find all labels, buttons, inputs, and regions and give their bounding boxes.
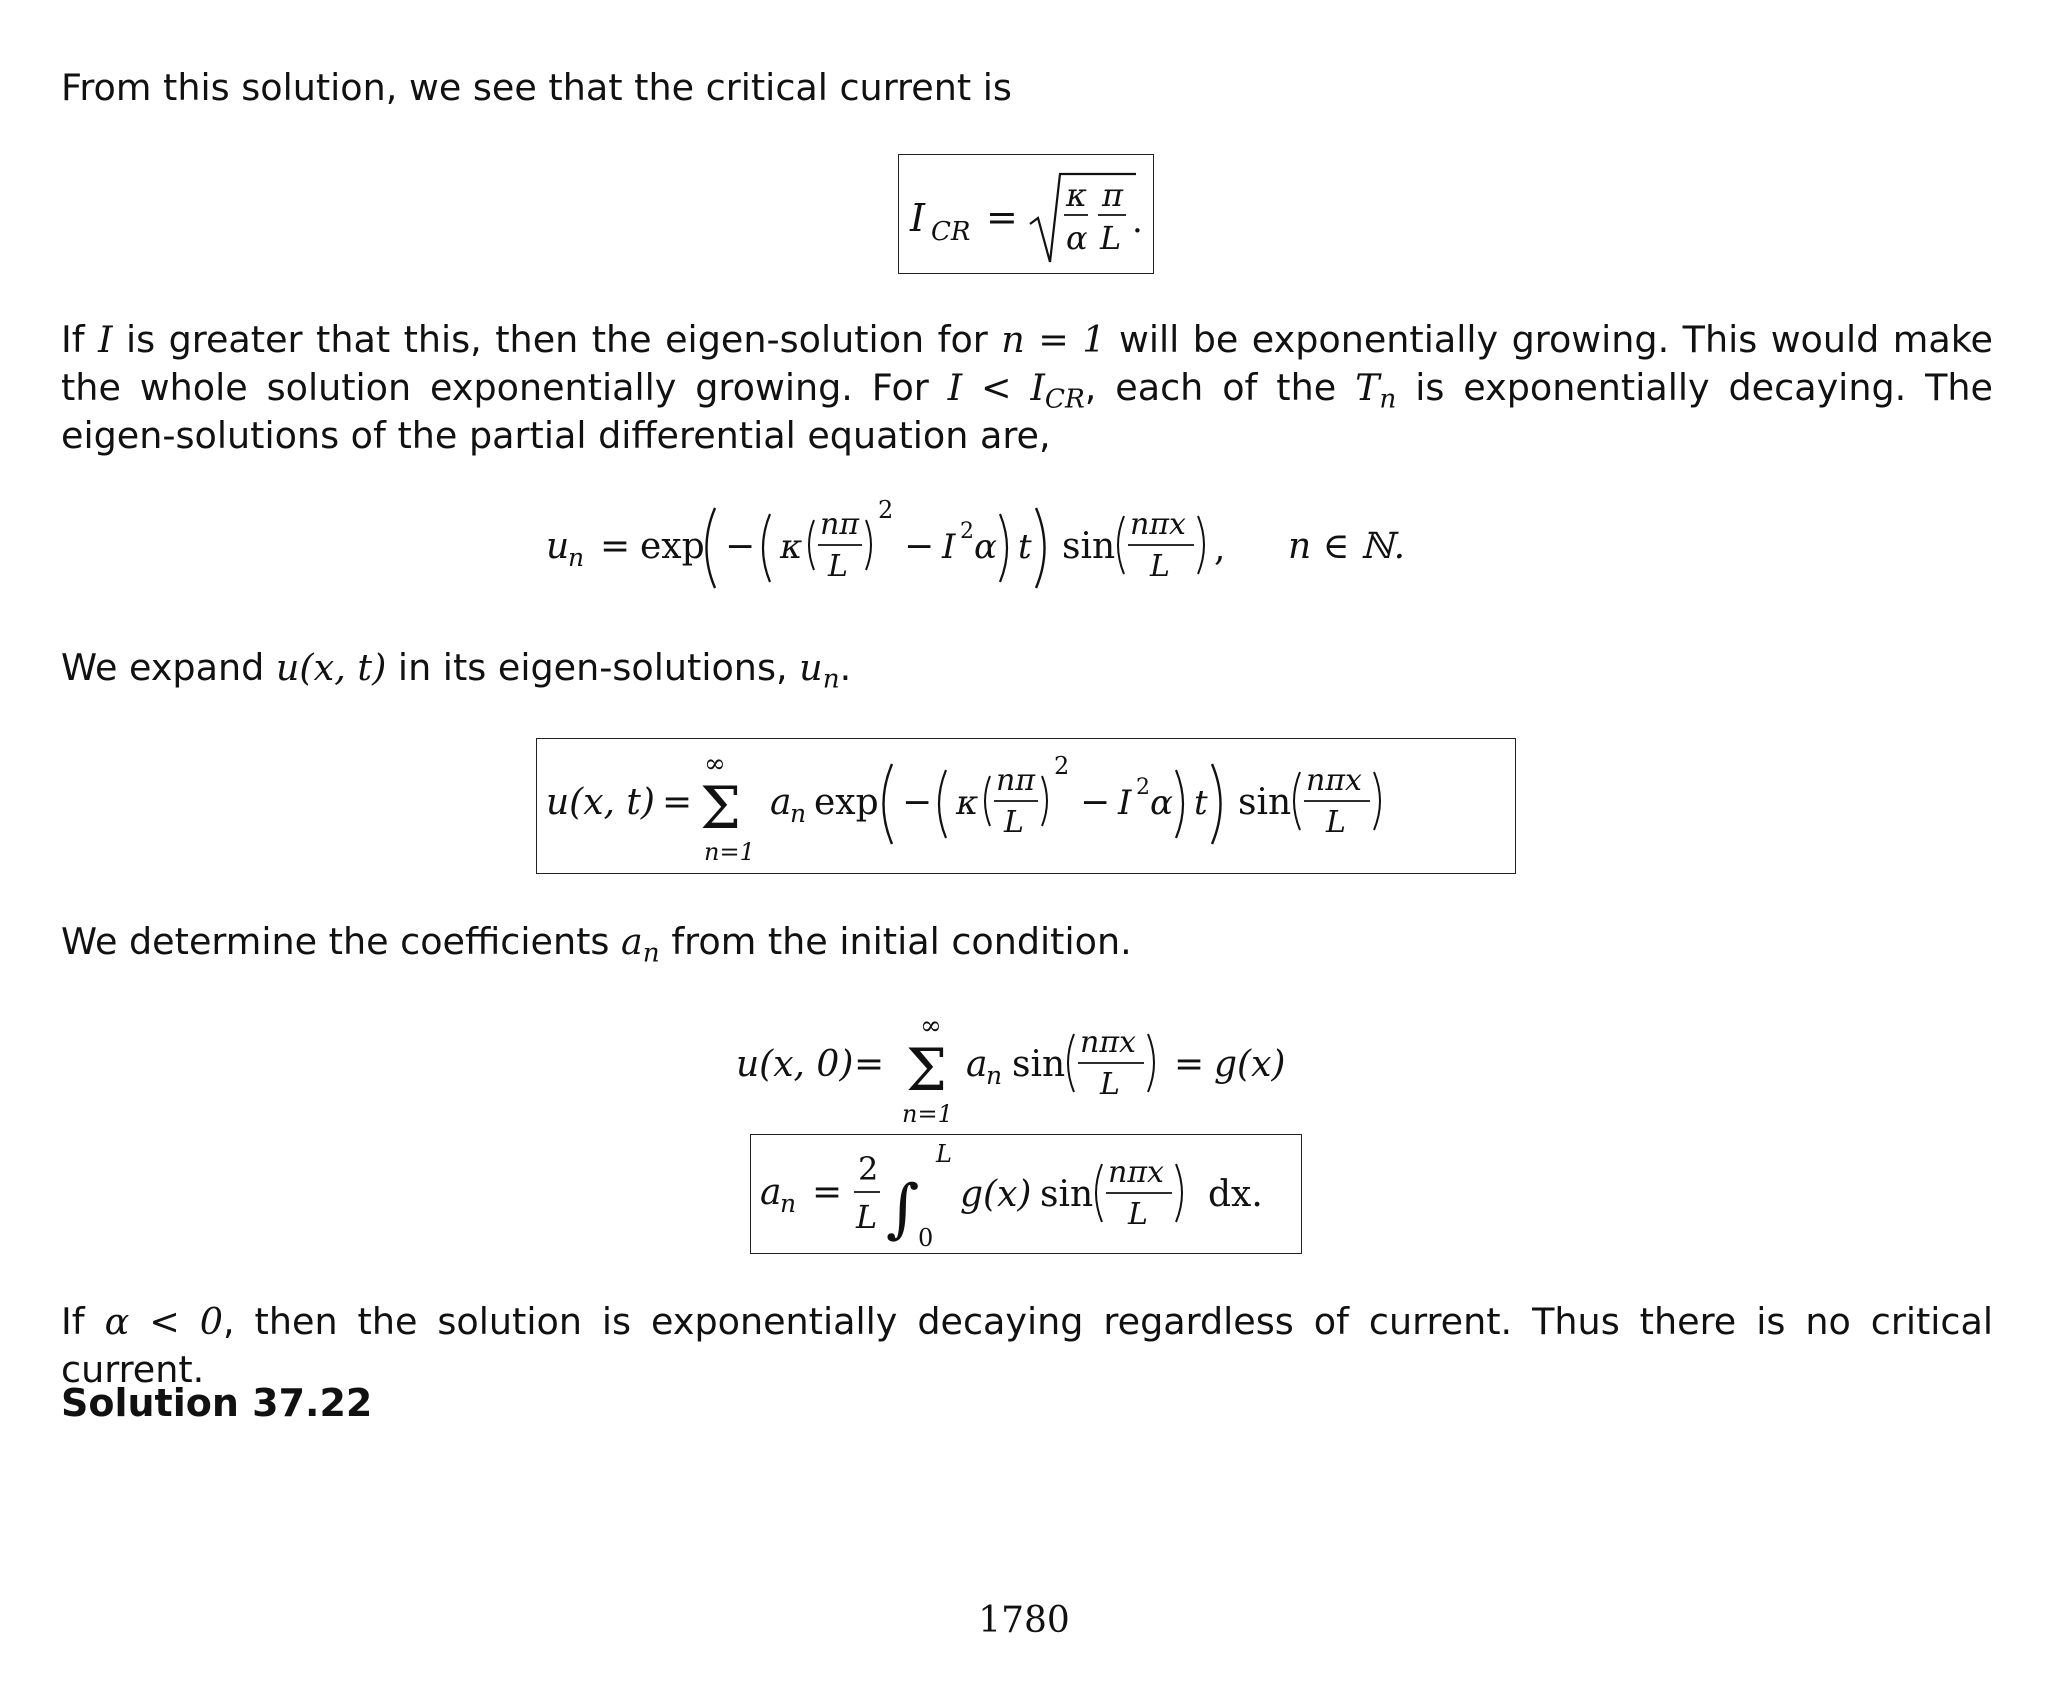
equation-initial-condition xyxy=(730,1000,1350,1130)
eq5-a: a xyxy=(760,1172,782,1213)
eq2-paren-open-1 xyxy=(707,508,716,588)
eq4-sum-upper: ∞ xyxy=(920,1011,942,1041)
eq3-t: t xyxy=(1194,783,1208,823)
eq2-sin: sin xyxy=(1062,526,1116,567)
equation-eigen-solutions xyxy=(540,490,1540,610)
eq2-square: 2 xyxy=(878,496,894,524)
eq3-paren-close-2 xyxy=(1176,770,1183,838)
eq3-paren-open-1 xyxy=(884,764,893,844)
eq3-I: I xyxy=(1118,783,1132,823)
eq3-sin-paren-open xyxy=(1294,772,1300,830)
equation-coefficient-formula xyxy=(750,1134,1302,1254)
eq4-L: L xyxy=(1100,1067,1120,1102)
eq2-npi: nπ xyxy=(820,507,860,542)
math-u-sub-n: n xyxy=(822,664,840,695)
eq3-equals: = xyxy=(662,782,693,823)
eq4-paren-open xyxy=(1068,1034,1074,1092)
eq5-gx: g(x) xyxy=(960,1174,1032,1215)
eq2-n-in-N: n ∈ ℕ. xyxy=(1288,526,1406,567)
eq3-sum-lower: n=1 xyxy=(704,838,755,866)
eq5-L: L xyxy=(856,1198,878,1236)
eq5-integral: ∫ xyxy=(886,1172,920,1246)
eq5-equals: = xyxy=(812,1172,843,1213)
eq4-a-sub-n: n xyxy=(986,1061,1003,1090)
math-a: a xyxy=(621,920,643,963)
paragraph-eigen xyxy=(61,316,1993,460)
eq2-sin-paren-close xyxy=(1198,516,1204,574)
math-I-less-than: I < I xyxy=(947,366,1045,409)
math-sub-CR: CR xyxy=(1044,384,1085,415)
eq2-I: I xyxy=(942,527,956,567)
eq3-sin: sin xyxy=(1238,782,1292,823)
eq4-equals-2: = xyxy=(1174,1044,1205,1085)
eq2-paren-close-1 xyxy=(1036,508,1045,588)
eq2-paren-open-2 xyxy=(763,514,770,582)
text-p3-c: . xyxy=(839,646,852,689)
eq2-npix: nπx xyxy=(1130,507,1186,542)
eq2-sin-L: L xyxy=(1150,549,1170,584)
eq3-minus-1: − xyxy=(902,782,933,823)
eq5-dx: dx. xyxy=(1208,1174,1263,1215)
eq5-sin-L: L xyxy=(1128,1197,1148,1232)
eq3-paren-open-2 xyxy=(939,770,946,838)
eq3-paren-close-3 xyxy=(1042,776,1047,826)
eq4-sigma: Σ xyxy=(906,1036,948,1104)
math-I: I xyxy=(98,318,113,361)
eq2-paren-close-3 xyxy=(866,520,871,570)
eq3-sin-paren-close xyxy=(1374,772,1380,830)
text-p5-b: , then the solution is exponentially decaying regardless of current. Thus there is no critical current. xyxy=(61,1300,1993,1391)
solution-heading: Solution 37.22 xyxy=(61,1381,373,1425)
eq3-sigma: Σ xyxy=(700,774,742,842)
eq2-L: L xyxy=(828,549,848,584)
text-p3-a: We expand xyxy=(61,646,276,689)
eq5-a-sub-n: n xyxy=(780,1189,797,1218)
eq3-exp: exp xyxy=(814,782,879,823)
text-p2-c: will be exponentially growing. This would make the whole solution exponentially growing. For xyxy=(61,318,1993,409)
eq2-alpha: α xyxy=(974,527,997,567)
eq4-a: a xyxy=(966,1044,988,1085)
eq3-square: 2 xyxy=(1054,752,1070,780)
eq2-exp: exp xyxy=(640,526,705,567)
eq1-L: L xyxy=(1100,219,1122,257)
eq3-npi: nπ xyxy=(996,763,1036,798)
eq3-sin-L: L xyxy=(1326,805,1346,840)
math-u: u xyxy=(799,646,823,689)
eq1-CR: CR xyxy=(931,217,971,247)
text-p5-a: If xyxy=(61,1300,105,1343)
eq3-alpha: α xyxy=(1150,783,1173,823)
math-alpha-less-than-zero: α < 0 xyxy=(104,1300,223,1343)
text-p2-d: , each of the xyxy=(1084,366,1356,409)
equation-critical-current xyxy=(898,154,1154,274)
eq4-sum-lower: n=1 xyxy=(902,1100,953,1128)
eq3-a-sub-n: n xyxy=(790,799,807,828)
eq2-sub-n: n xyxy=(568,543,585,572)
eq4-lhs: u(x, 0) xyxy=(736,1044,854,1085)
text-intro: From this solution, we see that the critical current is xyxy=(61,66,1012,109)
eq4-sin: sin xyxy=(1012,1044,1066,1085)
eq3-I-square: 2 xyxy=(1136,775,1150,800)
eq5-two: 2 xyxy=(858,1150,879,1188)
text-p4-b: from the initial condition. xyxy=(659,920,1132,963)
eq1-equals: = xyxy=(986,195,1018,239)
eq3-minus-2: − xyxy=(1080,782,1111,823)
eq3-sum-upper: ∞ xyxy=(704,749,726,779)
paragraph-negative-alpha xyxy=(61,1298,1993,1394)
eq4-npix: nπx xyxy=(1080,1025,1136,1060)
eq2-comma: , xyxy=(1214,528,1226,569)
eq5-paren-open xyxy=(1096,1164,1102,1222)
eq4-paren-close xyxy=(1148,1034,1154,1092)
eq2-t: t xyxy=(1018,527,1032,567)
eq3-L: L xyxy=(1004,805,1024,840)
eq1-period: . xyxy=(1132,201,1143,241)
eq3-kappa: κ xyxy=(956,783,979,823)
eq3-a: a xyxy=(770,782,792,823)
eq1-pi: π xyxy=(1102,176,1124,214)
eq3-lhs: u(x, t) xyxy=(546,782,655,823)
eq2-equals: = xyxy=(600,526,631,567)
equation-series-expansion xyxy=(536,738,1516,874)
math-T: T xyxy=(1355,366,1380,409)
text-p3-b: in its eigen-solutions, xyxy=(386,646,800,689)
eq2-kappa: κ xyxy=(780,527,803,567)
eq1-alpha: α xyxy=(1066,219,1088,257)
eq2-paren-open-3 xyxy=(809,520,814,570)
eq3-paren-open-3 xyxy=(985,776,990,826)
eq5-int-lower: 0 xyxy=(918,1224,934,1252)
eq2-I-square: 2 xyxy=(960,519,974,544)
eq4-rhs: g(x) xyxy=(1214,1044,1286,1085)
text-p4-a: We determine the coefficients xyxy=(61,920,622,963)
eq2-sin-paren-open xyxy=(1118,516,1124,574)
paragraph-expand xyxy=(61,644,1993,695)
eq2-u: u xyxy=(546,526,570,567)
text-p2-a: If xyxy=(61,318,99,361)
eq1-I: I xyxy=(910,196,926,240)
math-a-sub-n: n xyxy=(642,938,660,969)
page-number: 1780 xyxy=(978,1600,1070,1641)
text-p2-e: is exponentially decaying. The eigen-solutions of the partial differential equation are, xyxy=(61,366,1994,457)
eq2-paren-close-2 xyxy=(1000,514,1007,582)
eq3-npix: nπx xyxy=(1306,763,1362,798)
eq5-sin: sin xyxy=(1040,1174,1094,1215)
eq5-npix: nπx xyxy=(1108,1155,1164,1190)
paragraph-intro xyxy=(61,64,1993,112)
eq3-paren-close-1 xyxy=(1212,764,1221,844)
math-sub-n: n xyxy=(1379,384,1397,415)
eq2-minus-1: − xyxy=(725,526,756,567)
eq2-minus-2: − xyxy=(904,526,935,567)
math-n-equals-1: n = 1 xyxy=(1001,318,1106,361)
eq5-paren-close xyxy=(1176,1164,1182,1222)
eq1-kappa: κ xyxy=(1066,176,1087,214)
eq5-int-upper: L xyxy=(936,1140,952,1168)
eq4-equals: = xyxy=(854,1044,885,1085)
math-u-x-t: u(x, t) xyxy=(275,646,387,689)
text-p2-b: is greater that this, then the eigen-solution for xyxy=(112,318,1002,361)
paragraph-coefficients xyxy=(61,918,1993,969)
